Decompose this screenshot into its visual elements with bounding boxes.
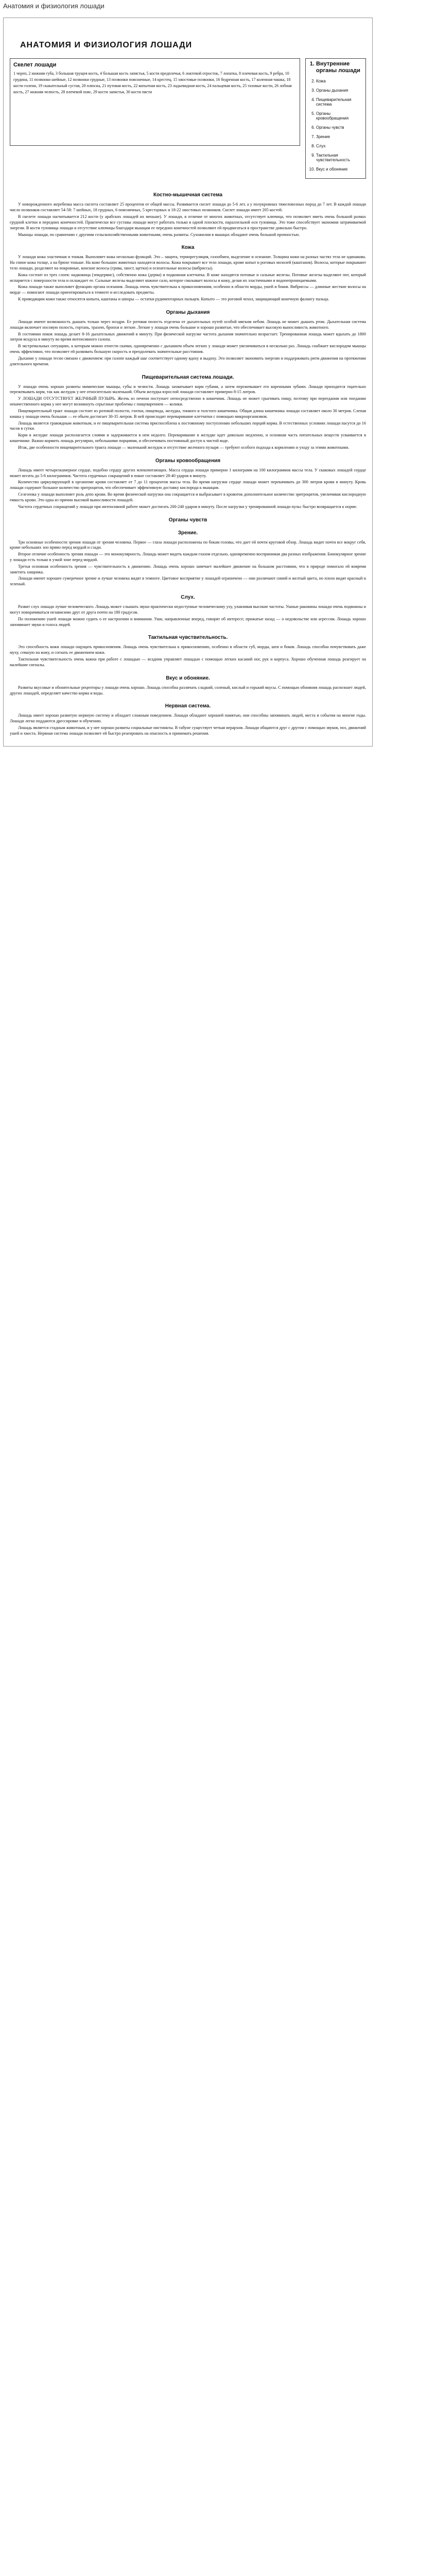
section-paragraph: У лошади очень хорошо развиты мимические мышцы, губы и челюсти. Лошадь захватывает корм губами, а затем пережевывает его коренными зубами. Лошади приходится тщательно пережевывать корм, так как желудок у нее относительно маленький. Объем желудка взрослой лошади составляет примерно 8-15 литров. bbox=[10, 384, 366, 395]
section-paragraph: Лошадь является стадным животным, и у нее хорошо развиты социальные инстинкты. В табуне существует четкая иерархия. Лошади общаются друг с другом с помощью звуков, поз, движений ушей и хвоста. Нервная система лошади позволяет ей быстро реагировать на опасность и принимать решения. bbox=[10, 725, 366, 736]
section bbox=[10, 530, 366, 588]
section-paragraph: К приводящим кожи также относятся копыта, каштаны и шпоры — остатки рудиментарных пальцев. Копыто — это роговой чехол, защищающий конечную фалангу пальца. bbox=[18, 297, 329, 302]
section-paragraph: У новорожденного жеребенка масса скелета составляет 25 процентов от общей массы. Развивается скелет лошади до 5-6 лет, а у полукровных тяжеловозных пород до 7 лет. В каждой лошади число позвонков составляет 54-58: 7 шейных, 18 грудных, 6 поясничных, 5 крестцовых и 18-22 хвостовых позвонков. Скелет лошади имеет 205 костей. bbox=[10, 202, 366, 213]
skeleton-legend-text: 1 череп, 2 нижняя губа, 3 большая трущея кость, 4 большая кость запястья, 5 кости предплечья, 6 локтевой отросток, 7 лопатка, 8 плечевая кость, 9 ребра, 10 грудина, 11 позвонки шейные, 12 позвонки грудные, 13 позвонки поясничные, 14 крестец, 15 хвостовые позвонки, 16 бедренная кость, 17 коленная чашка, 18 кости голени, 19 скакательный сустав, 20 плюсна, 21 путовая кость, 22 копытная кость, 23 ладьевидная кость, 24 пальцевая кость, 25 тазовые кости, 26 лобная кость, 27 нижняя челюсть, 28 плечевой пояс, 29 кости запястья, 30 кости пясти bbox=[13, 71, 292, 94]
section-heading: Кожа bbox=[181, 245, 195, 251]
section-paragraph: Это способность кожи лошади ощущать прикосновения. Лошадь очень чувствительна к прикосновению, особенно в области губ, морды, шеи и боков. Лошадь способна почувствовать даже муху, севшую на кожу, и согнать ее движением кожи. bbox=[10, 645, 366, 655]
section bbox=[10, 703, 366, 736]
section-heading: Органы кровообращения bbox=[155, 457, 221, 464]
table-of-contents bbox=[305, 58, 366, 179]
page-header bbox=[0, 0, 436, 12]
section-heading: Костно-мышечная система bbox=[153, 192, 223, 198]
section-paragraph: Селезенка у лошади выполняет роль депо крови. Во время физической нагрузки она сокращается и выбрасывает в кровоток дополнительное количество эритроцитов, увеличивая кислородную емкость крови. Это одна из причин высокой выносливости лошадей. bbox=[10, 492, 366, 502]
sections-container bbox=[10, 192, 366, 736]
section bbox=[10, 517, 366, 523]
section-paragraph: Частота сердечных сокращений у лошади при интенсивной работе может достигать 200-240 ударов в минуту. После нагрузки у тренированной лошади пульс быстро возвращается к норме. bbox=[18, 504, 357, 509]
toc-list bbox=[309, 61, 362, 172]
section-heading: Тактильная чувствительность. bbox=[148, 635, 228, 641]
section bbox=[10, 595, 366, 628]
section-paragraph: В состоянии покоя лошадь делает 8-16 дыхательных движений в минуту. При физической нагрузке частота дыхания значительно возрастает. Тренированная лошадь может вдыхать до 1800 литров воздуха в минуту во время интенсивного галопа. bbox=[10, 331, 366, 342]
section-heading: Органы чувств bbox=[168, 517, 207, 523]
section-paragraph: Кожа состоит из трех слоев: надкожица (эпидермис), собственно кожа (дерма) и подкожная клетчатка. В коже находятся потовые и сальные железы. Потовые железы выделяют пот, который испаряется с поверхности тела и охлаждает ее. Сальные железы выделяют кожное сало, которое смазывает волосы и кожу, делая их эластичными и водонепроницаемыми. bbox=[10, 272, 366, 283]
section bbox=[10, 635, 366, 668]
section bbox=[10, 458, 366, 510]
section-paragraph: Лошадь имеет хорошо развитую нервную систему и обладает сложным поведением. Лошади обладают хорошей памятью, они способны запоминать людей, места и события на многие годы. Лошади легко поддаются дрессировке и обучению. bbox=[10, 713, 366, 724]
section-paragraph: Мышцы лошади, по сравнению с другими сельскохозяйственными животными, очень развиты. Сухожилия в мышцах обладают очень большой прочностью. bbox=[18, 232, 300, 237]
toc-item: 7. Зрение bbox=[316, 134, 362, 139]
section-paragraph: Развит слух лошади лучше человеческого. Лошадь может слышать звуки практически недоступные человеческому уху, улавливая высокие частоты. Ушные раковины лошади очень подвижны и могут поворачиваться независимо друг от друга почти на 180 градусов. bbox=[10, 604, 366, 615]
section-paragraph: Тактильная чувствительность очень важна при работе с лошадью — всадник управляет лошадью с помощью легких касаний ног, рук и корпуса. Хорошо обученная лошадь реагирует на малейшие сигналы. bbox=[10, 657, 366, 667]
skeleton-legend-box bbox=[10, 58, 300, 146]
section-paragraph: Третья основная особенность зрения — чувствительность к движению. Лошадь очень хорошо замечает малейшее движение на большом расстоянии, что в природе помогало ей вовремя заметить хищника. bbox=[10, 564, 366, 574]
section-heading: Органы дыхания bbox=[166, 309, 210, 315]
section-paragraph: В скелете лошади насчитывается 212 кости (у арабских лошадей их меньше). У лошади, в отличие от многих животных, отсутствует ключица, что позволяет иметь очень большой размах грудной клетки и передних конечностей. Практически все суставы лошади могут работать только в одной плоскости, параллельной оси туловища. Это тоже способствует экономии затрачиваемой энергии. В кости туловища лошади и отсутствие ключицы благодаря мышцам ее передних конечностей позволяют ей продвигаться в пространстве довольно быстро. bbox=[10, 214, 366, 230]
section-paragraph: Три основные особенности зрения лошади от зрения человека. Первое — глаза лошади расположены по бокам головы, что дает ей почти круговой обзор. Лошадь видит почти все вокруг себя, кроме небольших зон прямо перед мордой и сзади. bbox=[10, 539, 366, 550]
section-paragraph: Лошади имеют хорошее сумеречное зрение и лучше человека видят в темноте. Цветовое восприятие у лошадей ограничено — они различают синий и желтый цвета, но плохо видят красный и зеленый. bbox=[10, 576, 366, 587]
toc-item: 5. Органы кровообращения bbox=[316, 111, 362, 121]
section-paragraph: В экстремальных ситуациях, к которым можно отнести скачки, одновременно с дыханием объем легких у лошади может увеличиваться в несколько раз. Лошадь снабжает кислородом мышцы очень эффективно, что позволяет ей развивать большую скорость и преодолевать значительные расстояния. bbox=[10, 344, 366, 354]
section-paragraph: Второе отличие особенность зрения лошади — это монокулярность. Лошадь может видеть каждым глазом отдельно, одновременно воспринимая два разных изображения. Бинокулярное зрение у лошади есть только в узкой зоне перед мордой. bbox=[10, 552, 366, 562]
skeleton-heading: Скелет лошади bbox=[13, 62, 57, 68]
toc-item: 4. Пищеварительная система bbox=[316, 97, 362, 107]
toc-item: 6. Органы чувств bbox=[316, 125, 362, 130]
toc-item: 10. Вкус и обоняние bbox=[316, 167, 362, 172]
section-heading: Зрение. bbox=[178, 530, 198, 536]
section-paragraph: Пищеварительный тракт лошади состоит из ротовой полости, глотки, пищевода, желудка, тонкого и толстого кишечника. Общая длина кишечника лошади составляет около 30 метров. Слепая кишка у лошади очень большая — ее объем достигает 30-35 литров. В ней происходит переваривание клетчатки с помощью микроорганизмов. bbox=[10, 408, 366, 419]
section-heading: Вкус и обоняние. bbox=[166, 675, 210, 681]
toc-item: 3. Органы дыхания bbox=[316, 88, 362, 93]
section-paragraph: Лошади имеют возможность дышать только через ноздри. Ее ротовая полость отделена от дыхательных путей особой мягким небом. Лошадь не может дышать ртом. Дыхательная система лошади включает носовую полость, гортань, трахею, бронхи и легкие. Легкие у лошади очень большие и хорошо развитые, что обеспечивает высокую выносливость животного. bbox=[10, 319, 366, 330]
section-paragraph: Развиты вкусовые и обонятельные рецепторы у лошади очень хорошо. Лошадь способна различать сладкий, соленый, кислый и горький вкусы. С помощью обоняния лошадь распознает людей, других лошадей, определяет качество корма и воды. bbox=[10, 685, 366, 696]
section bbox=[10, 192, 366, 238]
top-block bbox=[10, 58, 366, 179]
section-paragraph: Лошадь является травоядным животным, и ее пищеварительная система приспособлена к постоянному поступлению небольших порций корма. В естественных условиях лошади пасутся до 16 часов в сутки. bbox=[10, 420, 366, 431]
document bbox=[3, 18, 373, 747]
section-paragraph: Итак, две особенности пищеварительного тракта лошади — маленький желудок и отсутствие желчного пузыря — требуют особого подхода к кормлению и уходу за этими животными. bbox=[18, 445, 350, 450]
section bbox=[10, 310, 366, 367]
section-paragraph: Лошадь имеет четырехкамерное сердце, подобно сердцу других млекопитающих. Масса сердца лошади примерно 1 килограмм на 100 килограммов массы тела. У скаковых лошадей сердце может весить до 5-6 килограммов. Частота сердечных сокращений в покое составляет 28-40 ударов в минуту. bbox=[10, 467, 366, 478]
section bbox=[10, 675, 366, 697]
section-paragraph: У лошади кожа эластичная и тонкая. Выполняет кожа несколько функций. Это – защита, терморегуляция, газообмен, выделение и осязание. Толщина кожи на разных частях тела не одинакова. На спине кожа толще, а на брюхе тоньше. На коже больших животных находятся волосы. Кожа покрывает все тело лошади, кроме копыт и роговых мозолей (каштанов). Волосы, которые покрывают тело лошади, разделяют на покровные, конские волосы (грива, хвост, щетки) и осязательные волосы (вибриссы). bbox=[10, 255, 366, 270]
section-paragraph: Корм в желудке лошади располагается слоями и задерживается в нем недолго. Переваривание в желудке идет довольно медленно, и основная часть питательных веществ усваивается в кишечнике. Важно кормить лошадь регулярно, небольшими порциями, и обеспечивать постоянный доступ к чистой воде. bbox=[10, 433, 366, 444]
section-paragraph: Дыхание у лошади тесно связано с движением: при галопе каждый шаг соответствует одному вдоху и выдоху. Это позволяет экономить энергию и поддерживать ритм движения на протяжении длительного времени. bbox=[10, 355, 366, 366]
section bbox=[10, 245, 366, 302]
document-title: АНАТОМИЯ И ФИЗИОЛОГИЯ ЛОШАДИ bbox=[20, 41, 193, 49]
section-heading: Пищеварительная система лошади. bbox=[142, 374, 234, 380]
section-paragraph: Количество циркулирующей в организме крови составляет от 7 до 11 процентов массы тела. Во время нагрузки сердце лошади может перекачивать до 300 литров крови в минуту. Кровь лошади содержит большое количество эритроцитов, что обеспечивает эффективную доставку кислорода к мышцам. bbox=[10, 480, 366, 490]
toc-item: 2. Кожа bbox=[316, 79, 362, 83]
section-heading: Слух. bbox=[181, 595, 195, 601]
section-paragraph: Кожа лошади также выполняет функцию органа осязания. Лошадь очень чувствительна к прикосновениям, особенно в области морды, ушей и боков. Вибриссы — длинные жесткие волосы на морде — помогают лошади ориентироваться в темноте и исследовать предметы. bbox=[10, 284, 366, 295]
section-heading: Нервная система. bbox=[165, 703, 211, 709]
section-paragraph: По положению ушей лошади можно судить о ее настроении и внимании. Уши, направленные вперед, говорят об интересе; прижатые назад — о недовольстве или агрессии. Лошадь хорошо запоминает звуки и голоса людей. bbox=[10, 616, 366, 627]
toc-item: 9. Тактильная чувствительность bbox=[316, 153, 362, 162]
toc-item: 8. Слух bbox=[316, 144, 362, 148]
section bbox=[10, 375, 366, 451]
header-title: Анатомия и физиология лошади bbox=[3, 2, 104, 10]
section-paragraph: У ЛОШАДИ ОТСУТСТВУЕТ ЖЕЛЧНЫЙ ПУЗЫРЬ. Желчь из печени поступает непосредственно в кишечник. Лошадь не может срыгивать пищу, поэтому при переедании или поедании некачественного корма у нее могут возникнуть серьезные проблемы с пищеварением — колики. bbox=[10, 396, 366, 407]
toc-item: 1. Внутренние органы лошади bbox=[316, 61, 362, 74]
